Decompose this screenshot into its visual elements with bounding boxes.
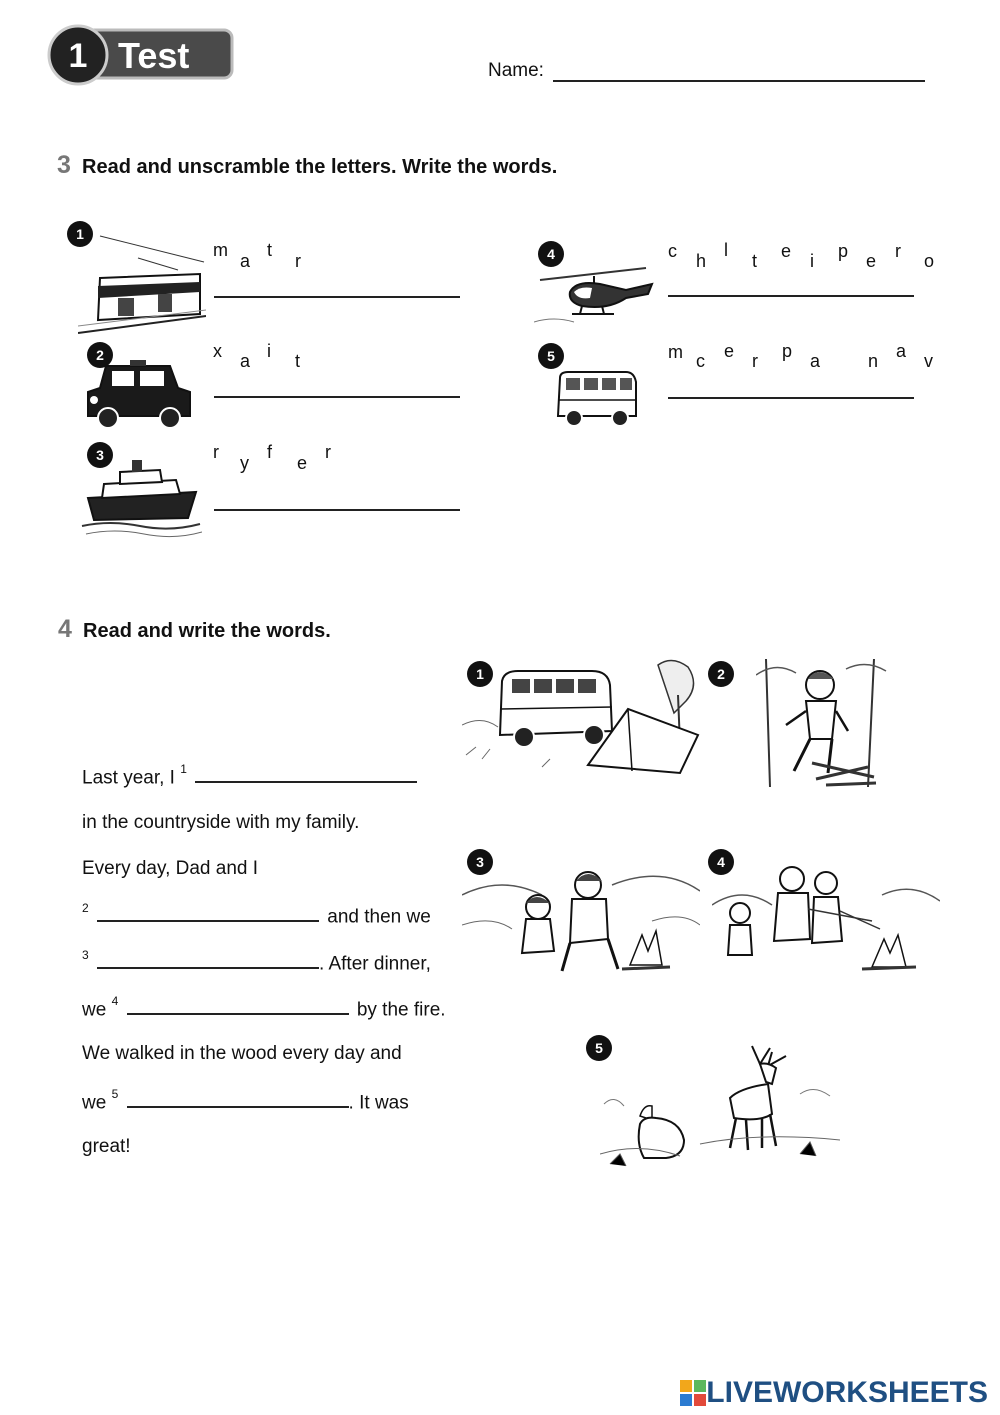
letter: r [752, 351, 758, 371]
letter: p [838, 241, 849, 261]
letter: a [240, 251, 251, 271]
letter: c [668, 241, 677, 261]
picture-number-5: 5 [586, 1035, 612, 1061]
liveworksheets-icon [680, 1380, 706, 1406]
letter: r [295, 251, 301, 271]
letter: a [810, 351, 821, 371]
story-line-5 [82, 948, 431, 975]
item-number-1: 1 [67, 221, 93, 247]
item-number-2: 2 [87, 342, 113, 368]
picture-number-1: 1 [467, 661, 493, 687]
letter: x [213, 341, 222, 361]
letter: a [896, 341, 907, 361]
rabbit-deer-picture [600, 1044, 840, 1174]
blank-number-3: 3 [82, 948, 89, 962]
letter: t [295, 351, 301, 371]
letter: o [924, 251, 935, 271]
name-input-line[interactable] [553, 80, 925, 82]
letter: y [240, 453, 249, 473]
name-label: Name: [488, 60, 544, 81]
letter: t [267, 240, 273, 260]
test-badge-logo [46, 24, 236, 86]
letter: r [895, 241, 901, 261]
letter: e [781, 241, 792, 261]
letter: n [868, 351, 879, 371]
story-line-2: in the countryside with my family. [82, 812, 360, 833]
blank-4[interactable] [127, 1013, 349, 1015]
story-text: by the fire. [356, 999, 446, 1021]
answer-line-5[interactable] [668, 397, 914, 399]
letter: h [696, 251, 707, 271]
picture-number-2: 2 [708, 661, 734, 687]
section-3-number: 3 [57, 151, 71, 179]
letter: m [668, 342, 683, 362]
story-text: . After dinner, [318, 953, 431, 975]
marshmallows-picture [712, 855, 940, 977]
story-line-7: We walked in the wood every day and [82, 1043, 402, 1064]
story-line-9: great! [82, 1136, 131, 1157]
picture-number-3: 3 [467, 849, 493, 875]
item-number-4: 4 [538, 241, 564, 267]
letter: e [297, 453, 308, 473]
story-line-4 [82, 901, 431, 928]
blank-2[interactable] [97, 920, 319, 922]
answer-line-4[interactable] [668, 295, 914, 297]
section-4-number: 4 [58, 615, 72, 643]
answer-line-3[interactable] [214, 509, 460, 511]
letter: r [213, 442, 219, 462]
letter: t [752, 251, 758, 271]
letter: e [724, 341, 735, 361]
blank-5[interactable] [127, 1106, 349, 1108]
camper-van-picture [554, 368, 640, 430]
letter: v [924, 351, 933, 371]
liveworksheets-brand: LIVEWORKSHEETS [706, 1376, 988, 1409]
story-text: Last year, I [82, 767, 175, 789]
blank-number-2: 2 [82, 901, 89, 915]
taxi-picture [84, 358, 194, 430]
section-3-title: Read and unscramble the letters. Write the words. [82, 156, 558, 178]
blank-3[interactable] [97, 967, 319, 969]
letter: c [696, 351, 705, 371]
answer-line-2[interactable] [214, 396, 460, 398]
story-text: and then we [327, 906, 431, 928]
blank-1[interactable] [195, 781, 417, 783]
blank-number-5: 5 [111, 1087, 119, 1101]
helicopter-picture [534, 240, 658, 328]
tram-picture [78, 228, 206, 338]
letter: p [782, 341, 793, 361]
badge-text: Test [118, 35, 190, 76]
badge-number: 1 [68, 37, 88, 75]
story-text: . It was [348, 1092, 409, 1114]
item-number-5: 5 [538, 343, 564, 369]
letter: f [267, 442, 273, 462]
answer-line-1[interactable] [214, 296, 460, 298]
letter: e [866, 251, 877, 271]
camper-tent-picture [462, 655, 702, 777]
collecting-wood-picture [756, 655, 888, 791]
story-text: we [82, 999, 107, 1021]
letter: l [724, 240, 728, 260]
story-line-8 [82, 1087, 409, 1114]
ferry-picture [80, 458, 202, 538]
story-line-6 [82, 994, 446, 1021]
letter: r [325, 442, 331, 462]
letter: m [213, 240, 228, 260]
picture-number-4: 4 [708, 849, 734, 875]
letter: a [240, 351, 251, 371]
letter: i [810, 251, 814, 271]
blank-number-1: 1 [180, 762, 187, 776]
blank-number-4: 4 [111, 994, 119, 1008]
letter: i [267, 341, 271, 361]
liveworksheets-logo [680, 1376, 988, 1410]
campfire-picture [462, 855, 700, 977]
story-line-1 [82, 762, 420, 789]
item-number-3: 3 [87, 442, 113, 468]
section-4-title: Read and write the words. [83, 620, 331, 642]
story-line-3: Every day, Dad and I [82, 858, 259, 879]
story-text: we [82, 1092, 107, 1114]
